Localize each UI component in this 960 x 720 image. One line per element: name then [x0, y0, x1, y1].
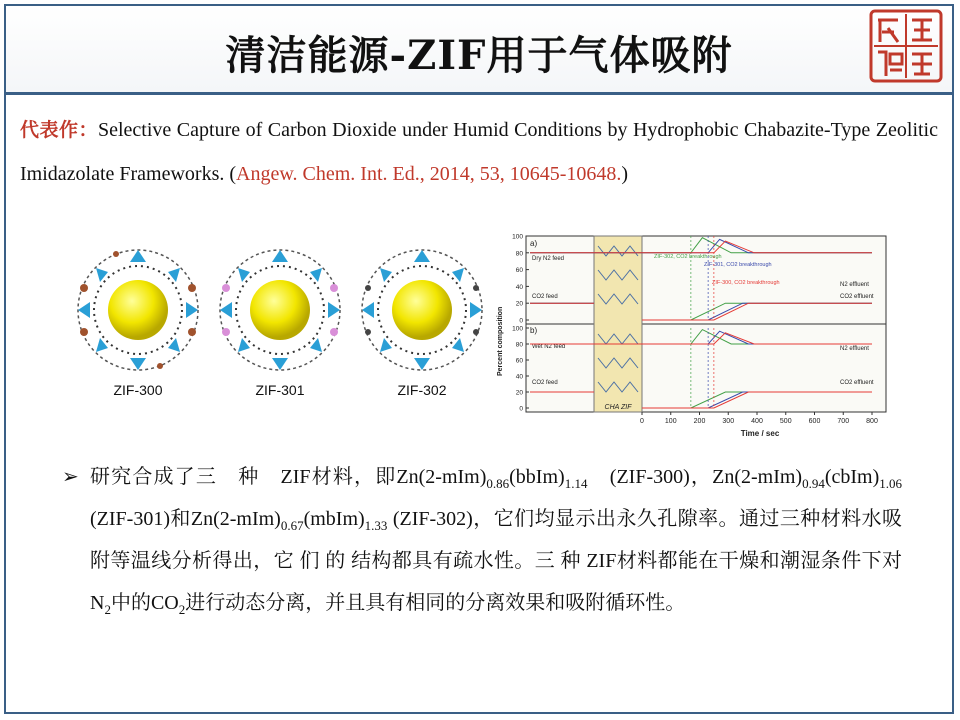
- y-tick-label: 0: [519, 317, 523, 325]
- y-axis-label: Percent composition: [497, 306, 504, 376]
- citation-paragraph: [20, 108, 938, 196]
- x-tick-label: 700: [837, 418, 850, 425]
- zif-301-structure: [220, 250, 340, 370]
- x-tick-label: 100: [664, 418, 677, 425]
- slide-title: 清洁能源-ZIF用于气体吸附: [225, 32, 733, 79]
- x-tick-label: 200: [693, 418, 706, 425]
- seal-logo: [868, 8, 944, 84]
- y-tick-label: 100: [512, 233, 523, 241]
- panel-a-left-2: CO2 feed: [532, 294, 558, 300]
- summary-bullet: [62, 456, 902, 624]
- bullet-arrow-icon: ➢: [62, 466, 79, 488]
- x-tick-label: 300: [722, 418, 735, 425]
- annot-zif302: ZIF-302, CO2 breakthrough: [654, 254, 722, 260]
- y-tick-label: 60: [515, 357, 523, 365]
- y-tick-label: 40: [515, 373, 523, 381]
- x-tick-label: 0: [640, 418, 644, 425]
- zif-302-label: ZIF-302: [397, 382, 447, 398]
- zif-300-label: ZIF-300: [113, 382, 163, 398]
- zif-302-structure: [362, 250, 482, 370]
- x-tick-label: 400: [751, 418, 763, 425]
- citation-title: Selective Capture of Carbon Dioxide under Humid Conditions by Hydrophobic Chabazite-Type Zeolitic Imidazolate Frameworks. (: [20, 119, 938, 185]
- panel-a-left-1: Dry N2 feed: [532, 256, 565, 262]
- summary-text: 研究合成了三 种 ZIF材料，即$Zn(2-mIm)_{0.86}(bbIm)_{1.14}$ (ZIF-300)，$Zn(2-mIm)_{0.94}(cbIm)_{1.06}$ (ZIF-301)和$Zn(2-mIm)_{0.67}(mbIm)_{1.33}$ (ZIF-302)，它们均显示出永久孔隙率。通过三种材料水吸附等温线分析得出，它 们 的 结构都具有疏水性。三 种 ZIF材料都能在干燥和潮湿条件下对$N_2$中的$CO_2$进行动态分离，并且具有相同的分离效果和吸附循环性。: [90, 466, 902, 617]
- citation-journal: Angew. Chem. Int. Ed., 2014, 53, 10645-10648.: [236, 163, 622, 185]
- y-tick-label: 80: [515, 250, 523, 258]
- breakthrough-chart: [490, 226, 894, 440]
- y-tick-label: 60: [515, 267, 523, 275]
- y-tick-label: 100: [512, 325, 523, 333]
- panel-b-right-1: N2 effluent: [840, 346, 869, 352]
- annot-zif301: ZIF-301, CO2 breakthrough: [704, 262, 772, 268]
- y-tick-label: 40: [515, 283, 523, 291]
- annot-zif300: ZIF-300, CO2 breakthrough: [712, 280, 780, 286]
- panel-b-right-2: CO2 effluent: [840, 380, 874, 386]
- zif-301-label: ZIF-301: [255, 382, 305, 398]
- citation-label: 代表作：: [20, 119, 98, 141]
- y-tick-label: 20: [515, 300, 523, 308]
- panel-a-right-2: CO2 effluent: [840, 294, 874, 300]
- y-tick-label: 20: [515, 389, 523, 397]
- x-axis-label: Time / sec: [740, 429, 780, 438]
- panel-b-left-2: CO2 feed: [532, 380, 558, 386]
- x-tick-label: 600: [808, 418, 821, 425]
- y-tick-label: 0: [519, 405, 523, 413]
- panel-b-tag: b): [530, 326, 538, 335]
- x-tick-label: 500: [779, 418, 792, 425]
- x-tick-label: 800: [866, 418, 878, 425]
- cha-zif-label: CHA ZIF: [604, 404, 632, 411]
- y-tick-label: 80: [515, 341, 523, 349]
- panel-a-tag: a): [530, 239, 538, 248]
- title-bar: [6, 6, 952, 95]
- citation-close: ): [621, 163, 629, 185]
- panel-a-right-1: N2 effluent: [840, 282, 869, 288]
- zif-300-structure: [78, 250, 198, 370]
- panel-b-left-1: Wet N2 feed: [532, 344, 566, 350]
